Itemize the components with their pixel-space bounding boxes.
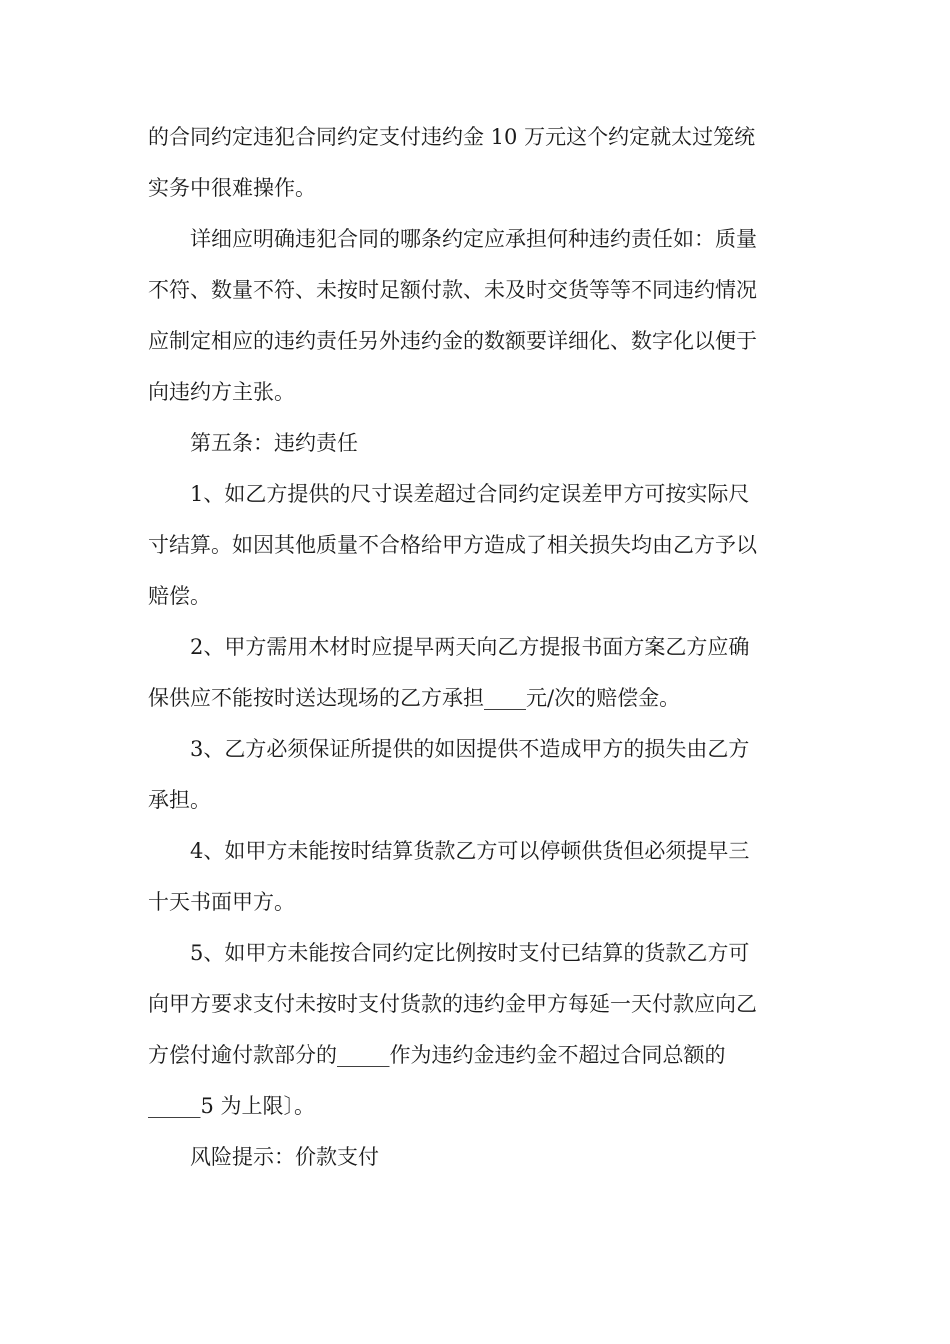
paragraph-2 <box>148 214 808 418</box>
text-line: 4、如甲方未能按时结算货款乙方可以停顿供货但必须提早三 <box>190 839 750 863</box>
text-line: 实务中很难操作。 <box>148 176 316 200</box>
text-line: 详细应明确违犯合同的哪条约定应承担何种违约责任如：质量 <box>190 227 757 251</box>
text-line: 十天书面甲方。 <box>148 890 295 914</box>
text-line: 向甲方要求支付未按时支付货款的违约金甲方每延一天付款应向乙 <box>148 992 757 1016</box>
text-line: 第五条：违约责任 <box>190 431 358 455</box>
text-line: 不符、数量不符、未按时足额付款、未及时交货等等不同违约情况 <box>148 278 757 302</box>
text-line: 向违约方主张。 <box>148 380 295 404</box>
text-line: 方偿付逾付款部分的_____作为违约金违约金不超过合同总额的 <box>148 1043 726 1067</box>
paragraph-1 <box>148 112 808 214</box>
clause-4 <box>148 826 808 928</box>
text-line: 保供应不能按时送达现场的乙方承担____元/次的赔偿金。 <box>148 686 681 710</box>
text-line: 应制定相应的违约责任另外违约金的数额要详细化、数字化以便于 <box>148 329 757 353</box>
clause-1 <box>148 469 808 622</box>
risk-note <box>148 1132 808 1183</box>
text-line: 赔偿。 <box>148 584 211 608</box>
section-heading <box>148 418 808 469</box>
text-line: 的合同约定违犯合同约定支付违约金 10 万元这个约定就太过笼统 <box>148 125 756 149</box>
clause-2 <box>148 622 808 724</box>
clause-3 <box>148 724 808 826</box>
text-line: 承担。 <box>148 788 211 812</box>
text-line: 5、如甲方未能按合同约定比例按时支付已结算的货款乙方可 <box>190 941 750 965</box>
text-line: 2、甲方需用木材时应提早两天向乙方提报书面方案乙方应确 <box>190 635 750 659</box>
text-line: 3、乙方必须保证所提供的如因提供不造成甲方的损失由乙方 <box>190 737 750 761</box>
text-line: _____5 为上限〕。 <box>148 1094 316 1118</box>
document-body <box>148 112 808 1183</box>
text-line: 1、如乙方提供的尺寸误差超过合同约定误差甲方可按实际尺 <box>190 482 750 506</box>
text-line: 风险提示：价款支付 <box>190 1145 379 1169</box>
text-line: 寸结算。如因其他质量不合格给甲方造成了相关损失均由乙方予以 <box>148 533 757 557</box>
clause-5 <box>148 928 808 1132</box>
